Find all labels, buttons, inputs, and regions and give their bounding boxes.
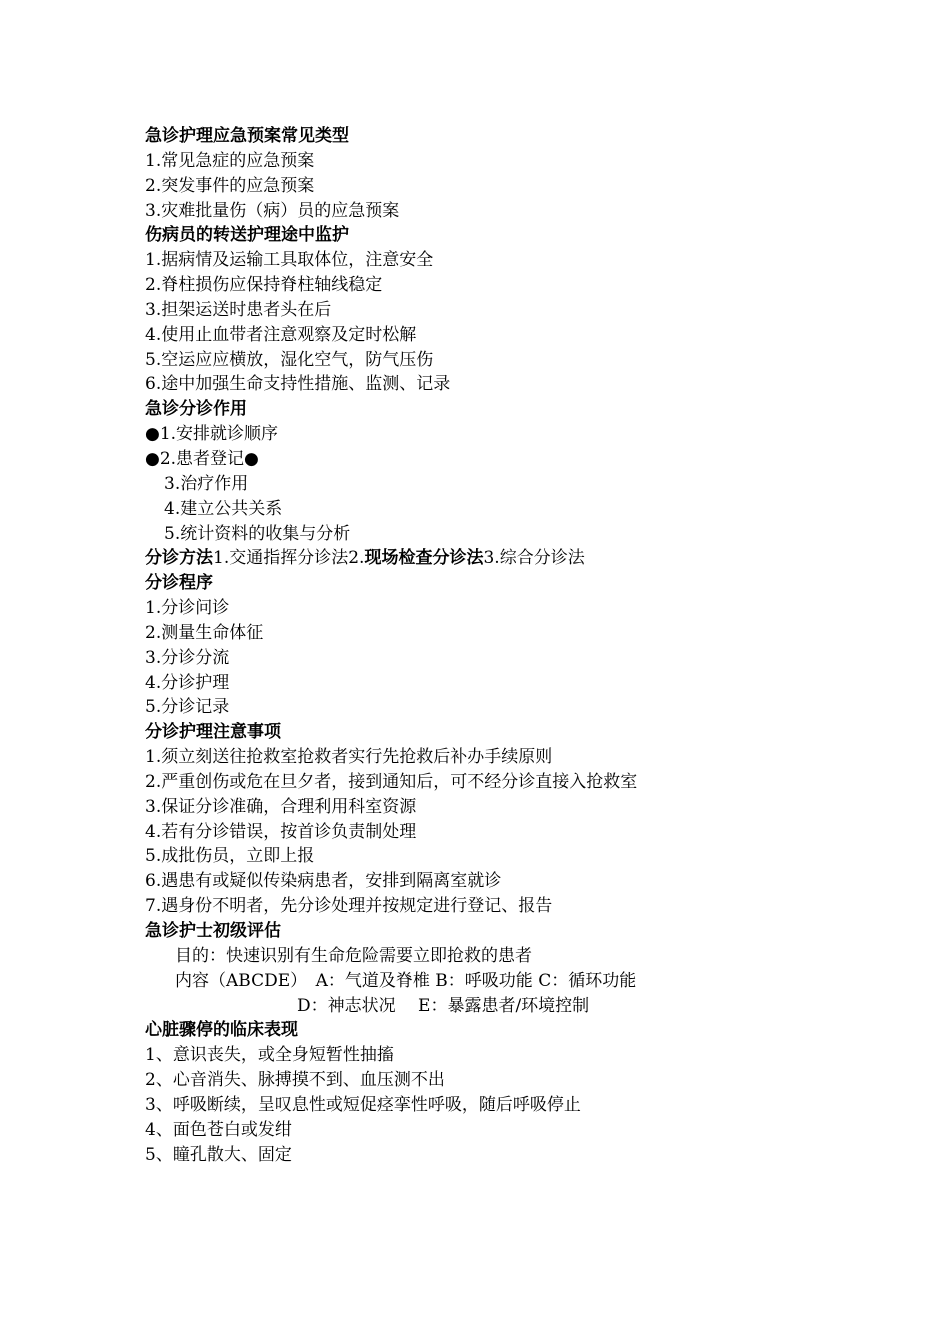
list-item: 2.测量生命体征 [145,622,264,643]
list-item: 1、意识丧失，或全身短暂性抽搐 [145,1045,394,1066]
list-item: 2.严重创伤或危在旦夕者，接到通知后，可不经分诊直接入抢救室 [145,771,638,792]
triage-method-3: 3.综合分诊法 [483,548,585,569]
list-item: 7.遇身份不明者，先分诊处理并按规定进行登记、报告 [145,896,553,917]
list-item: 4.建立公共关系 [164,498,283,519]
list-item: 2.突发事件的应急预案 [145,175,315,196]
list-item: 3.保证分诊准确，合理利用科室资源 [145,796,417,817]
triage-methods-line [145,546,905,571]
list-item: 3.分诊分流 [145,647,230,668]
list-item: 5.统计资料的收集与分析 [164,523,351,544]
list-item: 5.空运应应横放，湿化空气，防气压伤 [145,349,434,370]
list-item: ●2.患者登记● [145,448,259,469]
list-item: 5.成批伤员，立即上报 [145,846,315,867]
assessment-content-line-2: D：神志状况 E：暴露患者/环境控制 [297,995,590,1016]
list-item: 5.分诊记录 [145,697,230,718]
list-item: 1.须立刻送往抢救室抢救者实行先抢救后补办手续原则 [145,747,553,768]
triage-method-2: 现场检查分诊法 [364,548,484,569]
list-item: 3.灾难批量伤（病）员的应急预案 [145,200,400,221]
list-item: 2、心音消失、脉搏摸不到、血压测不出 [145,1070,445,1091]
list-item: ●1.安排就诊顺序 [145,424,279,445]
section-title-triage-function: 急诊分诊作用 [145,399,247,420]
section-title-emergency-plan-types: 急诊护理应急预案常见类型 [145,126,349,146]
list-item: 4、面色苍白或发绀 [145,1119,292,1140]
section-title-transfer-monitoring: 伤病员的转送护理途中监护 [145,225,349,246]
triage-methods-label: 分诊方法 [145,548,213,569]
list-item: 6.遇患有或疑似传染病患者，安排到隔离室就诊 [145,871,502,892]
section-title-initial-assessment: 急诊护士初级评估 [145,921,281,941]
list-item: 4.分诊护理 [145,672,230,693]
list-item: 4.使用止血带者注意观察及定时松解 [145,324,417,345]
assessment-content-line-1: 内容（ABCDE） A：气道及脊椎 B：呼吸功能 C：循环功能 [175,970,637,991]
assessment-purpose: 目的：快速识别有生命危险需要立即抢救的患者 [175,945,532,966]
section-title-triage-precautions: 分诊护理注意事项 [145,722,281,743]
list-item: 2.脊柱损伤应保持脊柱轴线稳定 [145,275,383,296]
list-item: 3.治疗作用 [164,473,249,494]
list-item: 3、呼吸断续，呈叹息性或短促痉挛性呼吸，随后呼吸停止 [145,1094,581,1115]
document-content [145,124,905,1167]
list-item: 5、瞳孔散大、固定 [145,1144,292,1165]
list-item: 1.常见急症的应急预案 [145,150,315,171]
section-title-cardiac-arrest: 心脏骤停的临床表现 [145,1020,298,1041]
list-item: 1.分诊问诊 [145,598,230,619]
section-title-triage-procedure: 分诊程序 [145,573,213,594]
list-item: 3.担架运送时患者头在后 [145,299,332,320]
list-item: 6.途中加强生命支持性措施、监测、记录 [145,374,451,395]
triage-method-1: 1.交通指挥分诊法 [213,548,349,569]
triage-method-2-number: 2. [348,548,365,569]
list-item: 1.据病情及运输工具取体位，注意安全 [145,250,434,271]
list-item: 4.若有分诊错误，按首诊负责制处理 [145,821,417,842]
